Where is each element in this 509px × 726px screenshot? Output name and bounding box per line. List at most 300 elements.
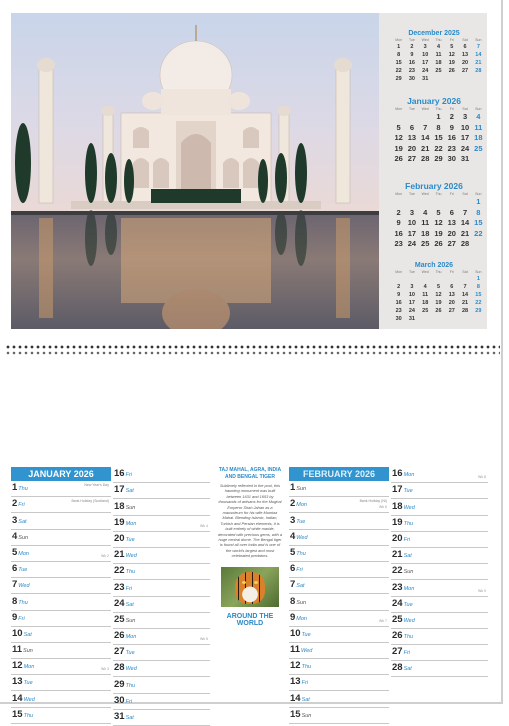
mini-day: 29	[434, 154, 443, 164]
day-label	[290, 709, 311, 722]
diary-day-row[interactable]	[391, 548, 488, 564]
weekday: Fri	[449, 192, 454, 196]
day-number: 6	[12, 563, 18, 575]
mini-day: 14	[475, 52, 482, 58]
day-label	[392, 501, 415, 514]
spiral-binding	[6, 344, 500, 356]
diary-day-row[interactable]	[391, 629, 488, 645]
day-label	[12, 644, 33, 657]
mini-day: 20	[447, 228, 456, 238]
diary-day-row[interactable]	[11, 578, 111, 594]
day-number: 21	[114, 549, 125, 561]
holiday-note: Bank Holiday (Scotland)	[71, 499, 109, 504]
mini-day: 4	[423, 284, 427, 290]
day-number: 1	[290, 482, 296, 494]
day-number: 23	[114, 581, 125, 593]
diary-day-row[interactable]	[289, 708, 389, 724]
mini-day: 31	[422, 76, 429, 82]
weekday: Mon	[395, 107, 403, 111]
mini-day: 5	[396, 122, 401, 132]
mini-calendar-title: December 2025	[408, 30, 460, 37]
day-number: 27	[114, 646, 125, 658]
day-number: 18	[114, 500, 125, 512]
mini-day: 22	[434, 143, 443, 153]
day-number: 15	[290, 708, 301, 720]
day-number: 25	[392, 613, 403, 625]
tiger-eye	[254, 581, 258, 584]
mini-day: 13	[447, 218, 456, 228]
day-name: Tue	[301, 631, 311, 638]
day-label	[392, 614, 415, 627]
diary-day-row[interactable]	[391, 645, 488, 661]
day-number: 26	[392, 630, 403, 642]
diary-day-row[interactable]	[113, 710, 210, 726]
day-label	[12, 596, 28, 609]
day-number: 29	[114, 678, 125, 690]
day-label	[114, 484, 134, 497]
mini-day: 4	[423, 207, 428, 217]
day-name: Thu	[23, 712, 34, 719]
mini-day: 22	[475, 300, 482, 306]
mini-day: 17	[422, 60, 429, 66]
diary-day-row[interactable]	[113, 564, 210, 580]
day-number: 26	[114, 630, 125, 642]
bengal-tiger-photo	[221, 567, 279, 607]
diary-day-row[interactable]	[113, 580, 210, 596]
mini-day: 8	[476, 207, 481, 217]
diary-day-row[interactable]	[113, 677, 210, 693]
day-name: Sun	[18, 534, 29, 541]
diary-day-row[interactable]	[113, 597, 210, 613]
weekday: Wed	[421, 192, 429, 196]
day-number: 7	[12, 579, 18, 591]
february-days-col1	[289, 481, 389, 724]
day-name: Mon	[125, 520, 137, 527]
diary-day-row[interactable]	[391, 532, 488, 548]
diary-day-row[interactable]	[289, 627, 389, 643]
mini-calendar-december-2025	[383, 29, 485, 83]
weekday: Tue	[408, 107, 415, 111]
day-number: 30	[114, 694, 125, 706]
day-name: Wed	[296, 534, 308, 541]
diary-day-row[interactable]	[11, 481, 111, 497]
day-number: 17	[392, 484, 403, 496]
weekday: Sat	[462, 38, 468, 42]
mini-day: 6	[449, 207, 454, 217]
day-number: 5	[12, 546, 18, 558]
day-name: Fri	[125, 698, 132, 705]
diary-day-row[interactable]	[11, 513, 111, 529]
mini-day: 27	[447, 239, 456, 249]
day-number: 23	[392, 581, 403, 593]
day-number: 15	[12, 708, 23, 720]
february-days-col2	[391, 467, 488, 677]
mini-day: 12	[434, 218, 443, 228]
day-number: 16	[114, 468, 125, 480]
mini-day: 23	[447, 143, 456, 153]
diary-day-row[interactable]	[11, 594, 111, 610]
diary-day-row[interactable]	[11, 546, 111, 562]
mini-day: 29	[395, 76, 402, 82]
diary-day-row[interactable]	[113, 548, 210, 564]
day-label	[290, 660, 311, 673]
week-number: Wk 7	[379, 618, 387, 623]
day-number: 12	[12, 660, 23, 672]
diary-day-row[interactable]	[391, 580, 488, 596]
mini-day: 24	[407, 239, 417, 249]
diary-day-row[interactable]	[391, 613, 488, 629]
mini-day: 1	[436, 112, 441, 121]
mini-day: 2	[396, 207, 401, 217]
diary-day-row[interactable]	[113, 661, 210, 677]
day-name: Fri	[125, 585, 132, 592]
day-name: Mon	[23, 664, 35, 671]
day-name: Thu	[403, 520, 414, 527]
mini-day: 25	[422, 308, 429, 314]
mini-day: 11	[435, 52, 442, 58]
day-label	[114, 582, 132, 595]
taj-mahal-photo	[11, 13, 379, 329]
diary-day-row[interactable]	[289, 578, 389, 594]
day-label	[12, 482, 28, 495]
weekday: Sat	[462, 192, 468, 196]
day-label	[290, 547, 306, 560]
february-header: FEBRUARY 2026	[289, 467, 389, 481]
day-name: Sun	[301, 712, 312, 719]
mini-day: 1	[476, 197, 481, 206]
diary-day-row[interactable]	[113, 613, 210, 629]
day-name: Thu	[125, 682, 136, 689]
day-label	[114, 517, 136, 530]
weekday: Thu	[435, 192, 442, 196]
day-label	[12, 612, 25, 625]
diary-day-row[interactable]	[289, 594, 389, 610]
mini-day: 6	[409, 122, 414, 132]
day-name: Tue	[23, 680, 33, 687]
day-label	[290, 628, 311, 641]
mini-day: 30	[408, 76, 415, 82]
mini-calendar-title: February 2026	[405, 181, 463, 191]
mini-day: 9	[397, 292, 401, 298]
mini-day: 16	[447, 133, 456, 143]
mini-day: 28	[475, 68, 482, 74]
mini-day: 31	[460, 154, 470, 164]
mini-day: 27	[462, 68, 469, 74]
mini-day: 8	[397, 52, 401, 58]
day-label	[114, 679, 135, 692]
day-name: Sat	[301, 696, 310, 703]
mini-day: 21	[462, 300, 469, 306]
diary-day-row[interactable]	[113, 694, 210, 710]
day-label	[12, 547, 29, 560]
diary-day-row[interactable]	[289, 513, 389, 529]
diary-day-row[interactable]	[113, 483, 210, 499]
diary-day-row[interactable]	[11, 611, 111, 627]
day-number: 4	[290, 530, 296, 542]
day-label	[290, 693, 310, 706]
mini-day: 5	[450, 44, 454, 50]
day-number: 19	[392, 516, 403, 528]
mini-day: 15	[474, 218, 483, 228]
mini-day: 22	[474, 228, 483, 238]
mini-day: 28	[421, 154, 430, 164]
day-number: 24	[114, 597, 125, 609]
diary-day-row[interactable]	[113, 645, 210, 661]
mini-day: 13	[407, 133, 417, 143]
day-name: Tue	[125, 650, 135, 657]
diary-day-row[interactable]	[289, 691, 389, 707]
mini-day: 19	[435, 300, 442, 306]
weekday: Wed	[421, 38, 429, 42]
diary-day-row[interactable]	[289, 675, 389, 691]
day-label	[290, 596, 306, 609]
weekday: Sun	[475, 192, 482, 196]
diary-day-row[interactable]	[113, 629, 210, 645]
day-name: Wed	[125, 666, 137, 673]
diary-day-row[interactable]	[289, 611, 389, 627]
weekday: Mon	[395, 270, 403, 274]
day-name: Thu	[301, 664, 312, 671]
diary-day-row[interactable]	[11, 562, 111, 578]
diary-day-row[interactable]	[11, 675, 111, 691]
day-label	[12, 515, 27, 528]
day-number: 22	[392, 565, 403, 577]
day-label	[114, 662, 137, 675]
mini-day: 16	[394, 228, 403, 238]
mini-day: 30	[395, 316, 402, 322]
diary-day-row[interactable]	[289, 643, 389, 659]
mini-day: 1	[476, 276, 480, 282]
weekday: Mon	[395, 38, 403, 42]
mini-day: 18	[474, 133, 483, 143]
mini-day: 19	[434, 228, 443, 238]
diary-day-row[interactable]	[113, 532, 210, 548]
week-number: Wk 4	[200, 523, 208, 528]
mini-day: 23	[408, 68, 415, 74]
mini-day: 16	[408, 60, 415, 66]
diary-day-row[interactable]	[11, 627, 111, 643]
diary-day-row[interactable]	[113, 516, 210, 532]
mini-day: 4	[476, 112, 481, 121]
day-name: Mon	[125, 634, 137, 641]
day-number: 8	[12, 595, 18, 607]
diary-day-row[interactable]	[11, 708, 111, 724]
weekday: Fri	[449, 107, 454, 111]
day-number: 2	[12, 498, 18, 510]
day-name: Wed	[23, 696, 35, 703]
weekday: Fri	[449, 270, 454, 274]
day-number: 10	[12, 627, 23, 639]
diary-day-row[interactable]	[11, 643, 111, 659]
day-label	[392, 549, 412, 562]
day-number: 5	[290, 546, 296, 558]
mini-day: 18	[421, 228, 430, 238]
diary-day-row[interactable]	[391, 661, 488, 677]
diary-day-row[interactable]	[391, 499, 488, 515]
day-label	[114, 630, 136, 643]
mini-day: 24	[422, 68, 429, 74]
diary-day-row[interactable]	[11, 691, 111, 707]
day-name: Thu	[18, 486, 28, 493]
diary-day-row[interactable]	[113, 467, 210, 483]
mini-day: 2	[449, 112, 454, 121]
mini-day: 4	[436, 44, 441, 50]
day-label	[392, 468, 414, 481]
day-number: 14	[12, 692, 23, 704]
mini-day: 26	[448, 68, 455, 74]
day-number: 4	[12, 530, 18, 542]
day-label	[392, 565, 413, 578]
day-number: 11	[12, 644, 23, 656]
day-name: Sat	[125, 488, 134, 495]
mini-calendar-january-2026	[383, 96, 485, 165]
mini-day: 7	[462, 207, 468, 217]
diary-day-row[interactable]	[391, 516, 488, 532]
day-label	[290, 612, 307, 625]
day-label	[392, 646, 410, 659]
mini-day: 12	[448, 52, 455, 58]
day-number: 22	[114, 565, 125, 577]
mini-day: 1	[397, 44, 401, 50]
mini-day: 28	[462, 308, 469, 314]
day-name: Wed	[403, 504, 415, 511]
day-number: 9	[12, 611, 18, 623]
day-label	[12, 531, 28, 544]
mini-day: 20	[407, 143, 417, 153]
day-number: 13	[290, 676, 301, 688]
diary-day-row[interactable]	[289, 546, 389, 562]
day-label	[12, 579, 30, 592]
diary-day-row[interactable]	[11, 530, 111, 546]
week-number: Wk 8	[478, 475, 486, 480]
diary-day-row[interactable]	[391, 483, 488, 499]
mini-day: 25	[421, 239, 430, 249]
january-days-col1	[11, 481, 111, 724]
day-name: Mon	[296, 615, 307, 622]
day-number: 3	[290, 514, 296, 526]
day-name: Fri	[403, 536, 410, 543]
diary-day-row[interactable]	[289, 562, 389, 578]
mini-day: 22	[395, 68, 402, 74]
day-label	[114, 565, 135, 578]
mini-day: 7	[423, 122, 428, 132]
day-number: 20	[114, 532, 125, 544]
holiday-note: Bank Holiday (NI)	[359, 499, 387, 504]
day-name: Fri	[18, 502, 25, 509]
mini-day: 24	[460, 143, 470, 153]
day-name: Tue	[403, 601, 413, 608]
diary-day-row[interactable]	[289, 497, 389, 513]
tiger-eye	[242, 581, 246, 584]
day-number: 20	[392, 532, 403, 544]
day-label	[114, 468, 132, 481]
january-days-col2	[113, 467, 210, 726]
diary-day-row[interactable]	[289, 530, 389, 546]
day-name: Sun	[125, 617, 136, 624]
mini-day: 14	[460, 218, 470, 228]
day-number: 31	[114, 711, 125, 722]
diary-day-row[interactable]	[289, 481, 389, 497]
diary-day-row[interactable]	[289, 659, 389, 675]
day-label	[392, 630, 413, 643]
day-label	[392, 517, 413, 530]
mini-day: 9	[396, 218, 401, 228]
day-label	[12, 563, 27, 576]
mini-day: 7	[476, 44, 480, 50]
mini-day: 10	[407, 218, 417, 228]
mini-day: 24	[408, 308, 415, 314]
day-number: 8	[290, 595, 296, 607]
mini-day: 14	[462, 292, 469, 298]
day-number: 21	[392, 549, 403, 561]
holiday-note: New Year's Day	[84, 483, 109, 487]
day-name: Wed	[125, 553, 137, 560]
diary-day-row[interactable]	[391, 597, 488, 613]
day-number: 2	[290, 498, 296, 510]
weekday: Sun	[475, 107, 482, 111]
mini-day: 10	[408, 292, 415, 298]
day-number: 18	[392, 500, 403, 512]
mini-day: 10	[460, 122, 470, 132]
diary-day-row[interactable]	[391, 467, 488, 483]
day-name: Mon	[18, 550, 29, 557]
diary-day-row[interactable]	[11, 659, 111, 675]
weekday: Thu	[435, 38, 442, 42]
mini-day: 19	[448, 60, 455, 66]
day-number: 28	[392, 662, 403, 674]
day-label	[392, 484, 413, 497]
mini-day: 21	[421, 143, 430, 153]
mini-day: 18	[422, 300, 429, 306]
mini-day: 19	[394, 143, 403, 153]
mini-day: 9	[410, 52, 414, 58]
day-name: Tue	[18, 567, 28, 574]
day-name: Tue	[403, 488, 413, 495]
weekday: Sun	[475, 38, 482, 42]
day-name: Tue	[125, 536, 135, 543]
feature-title: TAJ MAHAL, AGRA, INDIA AND BENGAL TIGER	[218, 467, 282, 480]
day-number: 13	[12, 676, 23, 688]
day-name: Thu	[125, 569, 136, 576]
day-label	[12, 660, 34, 673]
day-label	[114, 711, 134, 724]
diary-day-row[interactable]	[391, 564, 488, 580]
day-name: Sun	[23, 648, 33, 655]
day-name: Sat	[23, 631, 32, 638]
day-name: Wed	[403, 617, 415, 624]
diary-day-row[interactable]	[11, 497, 111, 513]
day-label	[290, 644, 312, 657]
day-number: 7	[290, 579, 296, 591]
january-header: JANUARY 2026	[11, 467, 111, 481]
day-label	[114, 646, 135, 659]
day-name: Fri	[125, 472, 132, 479]
diary-day-row[interactable]	[113, 499, 210, 515]
mini-day: 29	[475, 308, 482, 314]
day-number: 17	[114, 484, 125, 496]
weekday: Thu	[435, 107, 442, 111]
day-number: 3	[12, 514, 18, 526]
mini-day: 18	[435, 60, 442, 66]
mini-day: 2	[410, 44, 414, 50]
mini-calendar-february-2026	[383, 181, 485, 250]
mini-day: 15	[395, 60, 402, 66]
tiger-head	[235, 572, 265, 604]
day-number: 1	[12, 482, 18, 494]
week-number: Wk 9	[478, 588, 486, 593]
mini-day: 27	[448, 308, 455, 314]
day-label	[290, 515, 305, 528]
